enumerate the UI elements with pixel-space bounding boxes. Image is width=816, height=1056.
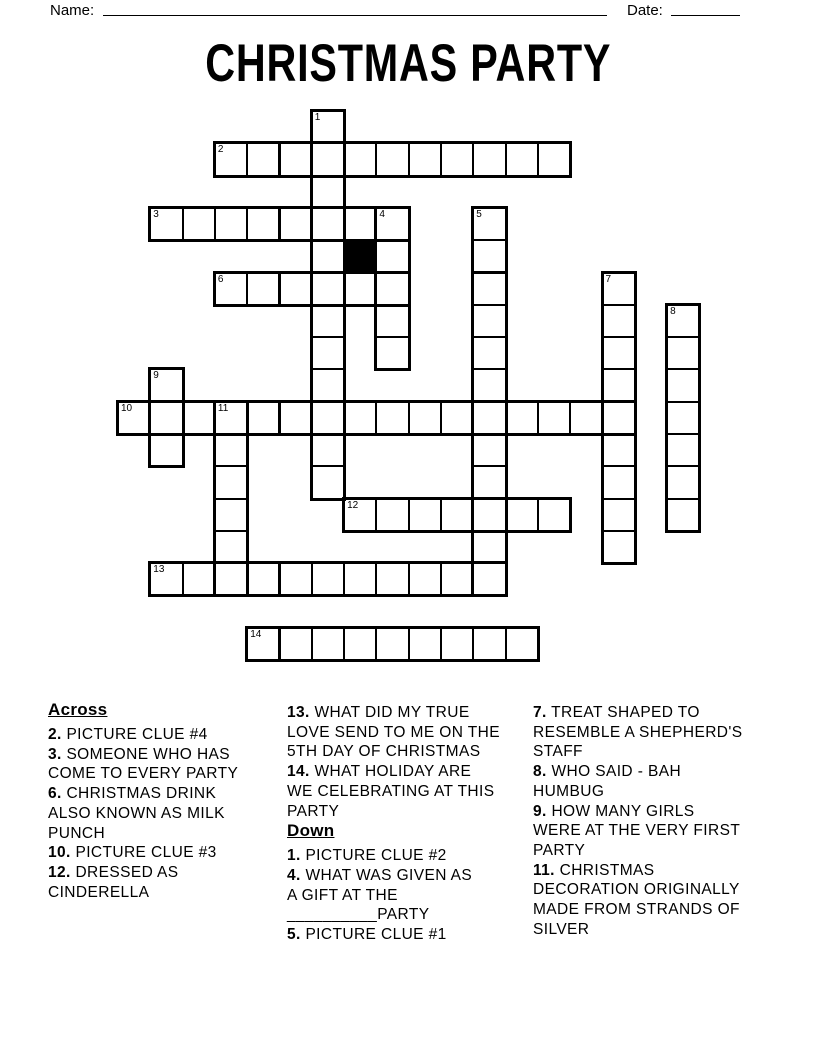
- grid-cell: [149, 433, 183, 467]
- grid-cell: [311, 562, 345, 596]
- grid-cell: [472, 433, 506, 467]
- clue-number: 10.: [48, 844, 71, 862]
- clue-line: PARTY: [533, 841, 586, 859]
- clue-line: 14. WHAT HOLIDAY ARE: [287, 763, 472, 781]
- grid-cell: [311, 627, 345, 661]
- grid-cell: [311, 207, 345, 241]
- grid-cell: [375, 239, 409, 273]
- grid-cell: [440, 142, 474, 176]
- grid-cell: [182, 207, 216, 241]
- grid-cell: [408, 142, 442, 176]
- grid-cell: [375, 207, 409, 241]
- grid-cell: [472, 239, 506, 273]
- grid-cell: [214, 207, 248, 241]
- grid-cell: [311, 433, 345, 467]
- grid-cell: [602, 401, 636, 435]
- clue-3: [48, 745, 238, 784]
- grid-cell: [408, 562, 442, 596]
- grid-cell: [279, 272, 313, 306]
- clue-7: [533, 703, 742, 762]
- clue-number: 6.: [48, 785, 62, 803]
- grid-cell: [375, 336, 409, 370]
- clue-line: 11. CHRISTMAS: [533, 861, 655, 879]
- grid-cell: [149, 207, 183, 241]
- grid-cell: [214, 142, 248, 176]
- grid-cell: [505, 627, 539, 661]
- clue-column-1: [48, 700, 238, 902]
- grid-cell: [279, 562, 313, 596]
- grid-cell: [311, 368, 345, 402]
- clue-line: 7. TREAT SHAPED TO: [533, 704, 700, 721]
- grid-cell: [472, 401, 506, 435]
- clue-14: [287, 762, 500, 821]
- clue-13: [287, 703, 500, 762]
- grid-cell: [440, 562, 474, 596]
- grid-cell: [246, 272, 280, 306]
- clue-number: 11.: [533, 861, 555, 879]
- grid-cell: [472, 562, 506, 596]
- grid-cell: [472, 465, 506, 499]
- grid-cell: [472, 142, 506, 176]
- clue-line: 13. WHAT DID MY TRUE: [287, 704, 470, 721]
- grid-cell: [311, 142, 345, 176]
- grid-cell: [602, 530, 636, 564]
- clue-line: __________PARTY: [287, 906, 430, 924]
- grid-cell: [666, 401, 700, 435]
- grid-cell: [343, 627, 377, 661]
- grid-cell: [279, 142, 313, 176]
- grid-cell: [602, 336, 636, 370]
- clue-line: 12. DRESSED AS: [48, 863, 179, 881]
- grid-cell: [375, 627, 409, 661]
- grid-cell: [666, 304, 700, 338]
- grid-cell: [569, 401, 603, 435]
- clue-line: 8. WHO SAID - BAH: [533, 763, 682, 781]
- clue-number: 8.: [533, 763, 547, 781]
- clue-line: 6. CHRISTMAS DRINK: [48, 785, 217, 803]
- clue-line: 5. PICTURE CLUE #1: [287, 926, 447, 944]
- grid-cell: [279, 627, 313, 661]
- grid-cell: [343, 401, 377, 435]
- grid-cell: [311, 175, 345, 209]
- date-label: Date:: [627, 2, 663, 19]
- clue-number: 2.: [48, 726, 62, 743]
- clue-line: PUNCH: [48, 824, 106, 842]
- grid-cell: [472, 304, 506, 338]
- grid-cell: [375, 401, 409, 435]
- grid-cell: [408, 498, 442, 532]
- grid-cell: [602, 465, 636, 499]
- clue-line: 1. PICTURE CLUE #2: [287, 847, 447, 865]
- grid-cell: [602, 368, 636, 402]
- cell-number: 5: [476, 208, 482, 220]
- grid-cell: [375, 304, 409, 338]
- grid-cell: [472, 368, 506, 402]
- clue-line: WERE AT THE VERY FIRST: [533, 822, 741, 840]
- clue-line: COME TO EVERY PARTY: [48, 765, 239, 783]
- clue-number: 14.: [287, 763, 310, 781]
- clue-column-2: [287, 703, 500, 945]
- grid-cell: [214, 401, 248, 435]
- clue-10: [48, 843, 238, 863]
- grid-cell: [182, 401, 216, 435]
- grid-cell: [666, 498, 700, 532]
- grid-cell: [666, 433, 700, 467]
- grid-cell: [214, 272, 248, 306]
- grid-cell: [602, 272, 636, 306]
- grid-cell: [505, 401, 539, 435]
- grid-cell: [311, 110, 345, 144]
- clue-line: STAFF: [533, 743, 583, 761]
- grid-cell: [537, 401, 571, 435]
- cell-number: 2: [217, 144, 224, 156]
- clue-line: 2. PICTURE CLUE #4: [48, 726, 208, 743]
- grid-cell: [149, 562, 183, 596]
- clues-down-header: Down: [287, 821, 335, 841]
- grid-cell: [505, 142, 539, 176]
- grid-cell: [472, 336, 506, 370]
- grid-cell: [343, 498, 377, 532]
- clue-11: [533, 861, 742, 940]
- grid-cell: [440, 401, 474, 435]
- clue-2: [48, 725, 238, 745]
- grid-cell: [343, 562, 377, 596]
- clue-9: [533, 802, 742, 861]
- clue-line: PARTY: [287, 802, 340, 820]
- grid-cell: [343, 142, 377, 176]
- worksheet-title-text: CHRISTMAS PARTY: [205, 34, 611, 93]
- grid-cell: [246, 627, 280, 661]
- grid-cell: [311, 304, 345, 338]
- grid-cell: [537, 498, 571, 532]
- grid-cell: [246, 401, 280, 435]
- grid-cell: [311, 401, 345, 435]
- clue-line: MADE FROM STRANDS OF: [533, 901, 740, 919]
- grid-cell: [311, 239, 345, 273]
- clue-number: 1.: [287, 847, 301, 865]
- grid-cell: [246, 207, 280, 241]
- clue-number: 4.: [287, 866, 301, 884]
- grid-cell: [375, 272, 409, 306]
- grid-cell: [182, 562, 216, 596]
- cell-number: 8: [670, 305, 676, 317]
- grid-cell: [472, 627, 506, 661]
- clues-across-header: Across: [48, 700, 108, 719]
- clue-line: A GIFT AT THE: [287, 886, 398, 904]
- clue-line: ALSO KNOWN AS MILK: [48, 804, 225, 822]
- cell-number: 1: [314, 112, 321, 123]
- grid-cell: [311, 336, 345, 370]
- grid-cell: [472, 272, 506, 306]
- cell-number: 4: [379, 208, 385, 220]
- clue-line: LOVE SEND TO ME ON THE: [287, 723, 500, 741]
- clue-column-3: [533, 703, 742, 939]
- clue-line: RESEMBLE A SHEPHERD'S: [533, 723, 743, 741]
- grid-cell: [472, 530, 506, 564]
- cell-number: 10: [121, 402, 133, 414]
- clue-8: [533, 762, 742, 801]
- clue-4: [287, 866, 500, 925]
- name-label: Name:: [50, 2, 95, 19]
- clue-number: 9.: [533, 802, 547, 820]
- cell-number: 3: [153, 208, 159, 220]
- grid-cell: [440, 627, 474, 661]
- clue-1: [287, 846, 500, 866]
- grid-cell: [149, 401, 183, 435]
- grid-cell: [214, 530, 248, 564]
- clue-line: SILVER: [533, 920, 590, 938]
- clue-6: [48, 784, 238, 843]
- clue-line: 3. SOMEONE WHO HAS: [48, 745, 231, 763]
- grid-cell: [666, 368, 700, 402]
- grid-cell: [537, 142, 571, 176]
- grid-cell: [214, 465, 248, 499]
- grid-cell: [666, 465, 700, 499]
- grid-cell: [408, 401, 442, 435]
- cell-number: 14: [250, 628, 262, 640]
- grid-cell: [666, 336, 700, 370]
- clue-line: 4. WHAT WAS GIVEN AS: [287, 866, 473, 884]
- clue-number: 7.: [533, 704, 547, 721]
- grid-cell: [279, 207, 313, 241]
- clue-line: WE CELEBRATING AT THIS: [287, 782, 495, 800]
- grid-cell: [343, 272, 377, 306]
- cell-number: 12: [347, 499, 359, 511]
- cell-number: 11: [217, 402, 229, 414]
- grid-cell: [214, 498, 248, 532]
- grid-cell: [149, 368, 183, 402]
- clue-number: 5.: [287, 926, 301, 944]
- clue-5: [287, 925, 500, 945]
- grid-cell: [214, 562, 248, 596]
- grid-cell: [246, 142, 280, 176]
- grid-cell: [472, 207, 506, 241]
- grid-cell: [311, 272, 345, 306]
- grid-cell: [214, 433, 248, 467]
- cell-number: 13: [153, 564, 165, 576]
- grid-cell: [279, 401, 313, 435]
- clue-line: 10. PICTURE CLUE #3: [48, 844, 217, 862]
- grid-cell: [602, 433, 636, 467]
- clue-number: 12.: [48, 863, 71, 881]
- grid-cell: [311, 465, 345, 499]
- clue-line: 9. HOW MANY GIRLS: [533, 802, 695, 820]
- clue-number: 13.: [287, 704, 310, 721]
- clue-line: HUMBUG: [533, 782, 605, 800]
- grid-cell: [375, 498, 409, 532]
- grid-cell: [408, 627, 442, 661]
- grid-cell: [117, 401, 151, 435]
- cell-number: 6: [217, 273, 224, 285]
- clue-line: 5TH DAY OF CHRISTMAS: [287, 743, 481, 761]
- cell-number: 7: [605, 273, 612, 285]
- clue-12: [48, 863, 238, 902]
- grid-cell: [343, 207, 377, 241]
- grid-cell: [472, 498, 506, 532]
- clue-line: CINDERELLA: [48, 883, 150, 901]
- cell-number: 9: [153, 370, 159, 382]
- black-cell: [343, 239, 377, 273]
- clue-line: DECORATION ORIGINALLY: [533, 881, 740, 899]
- grid-cell: [602, 498, 636, 532]
- grid-cell: [440, 498, 474, 532]
- grid-cell: [375, 562, 409, 596]
- grid-cell: [246, 562, 280, 596]
- grid-cell: [375, 142, 409, 176]
- grid-cell: [602, 304, 636, 338]
- grid-cell: [505, 498, 539, 532]
- clue-number: 3.: [48, 745, 62, 763]
